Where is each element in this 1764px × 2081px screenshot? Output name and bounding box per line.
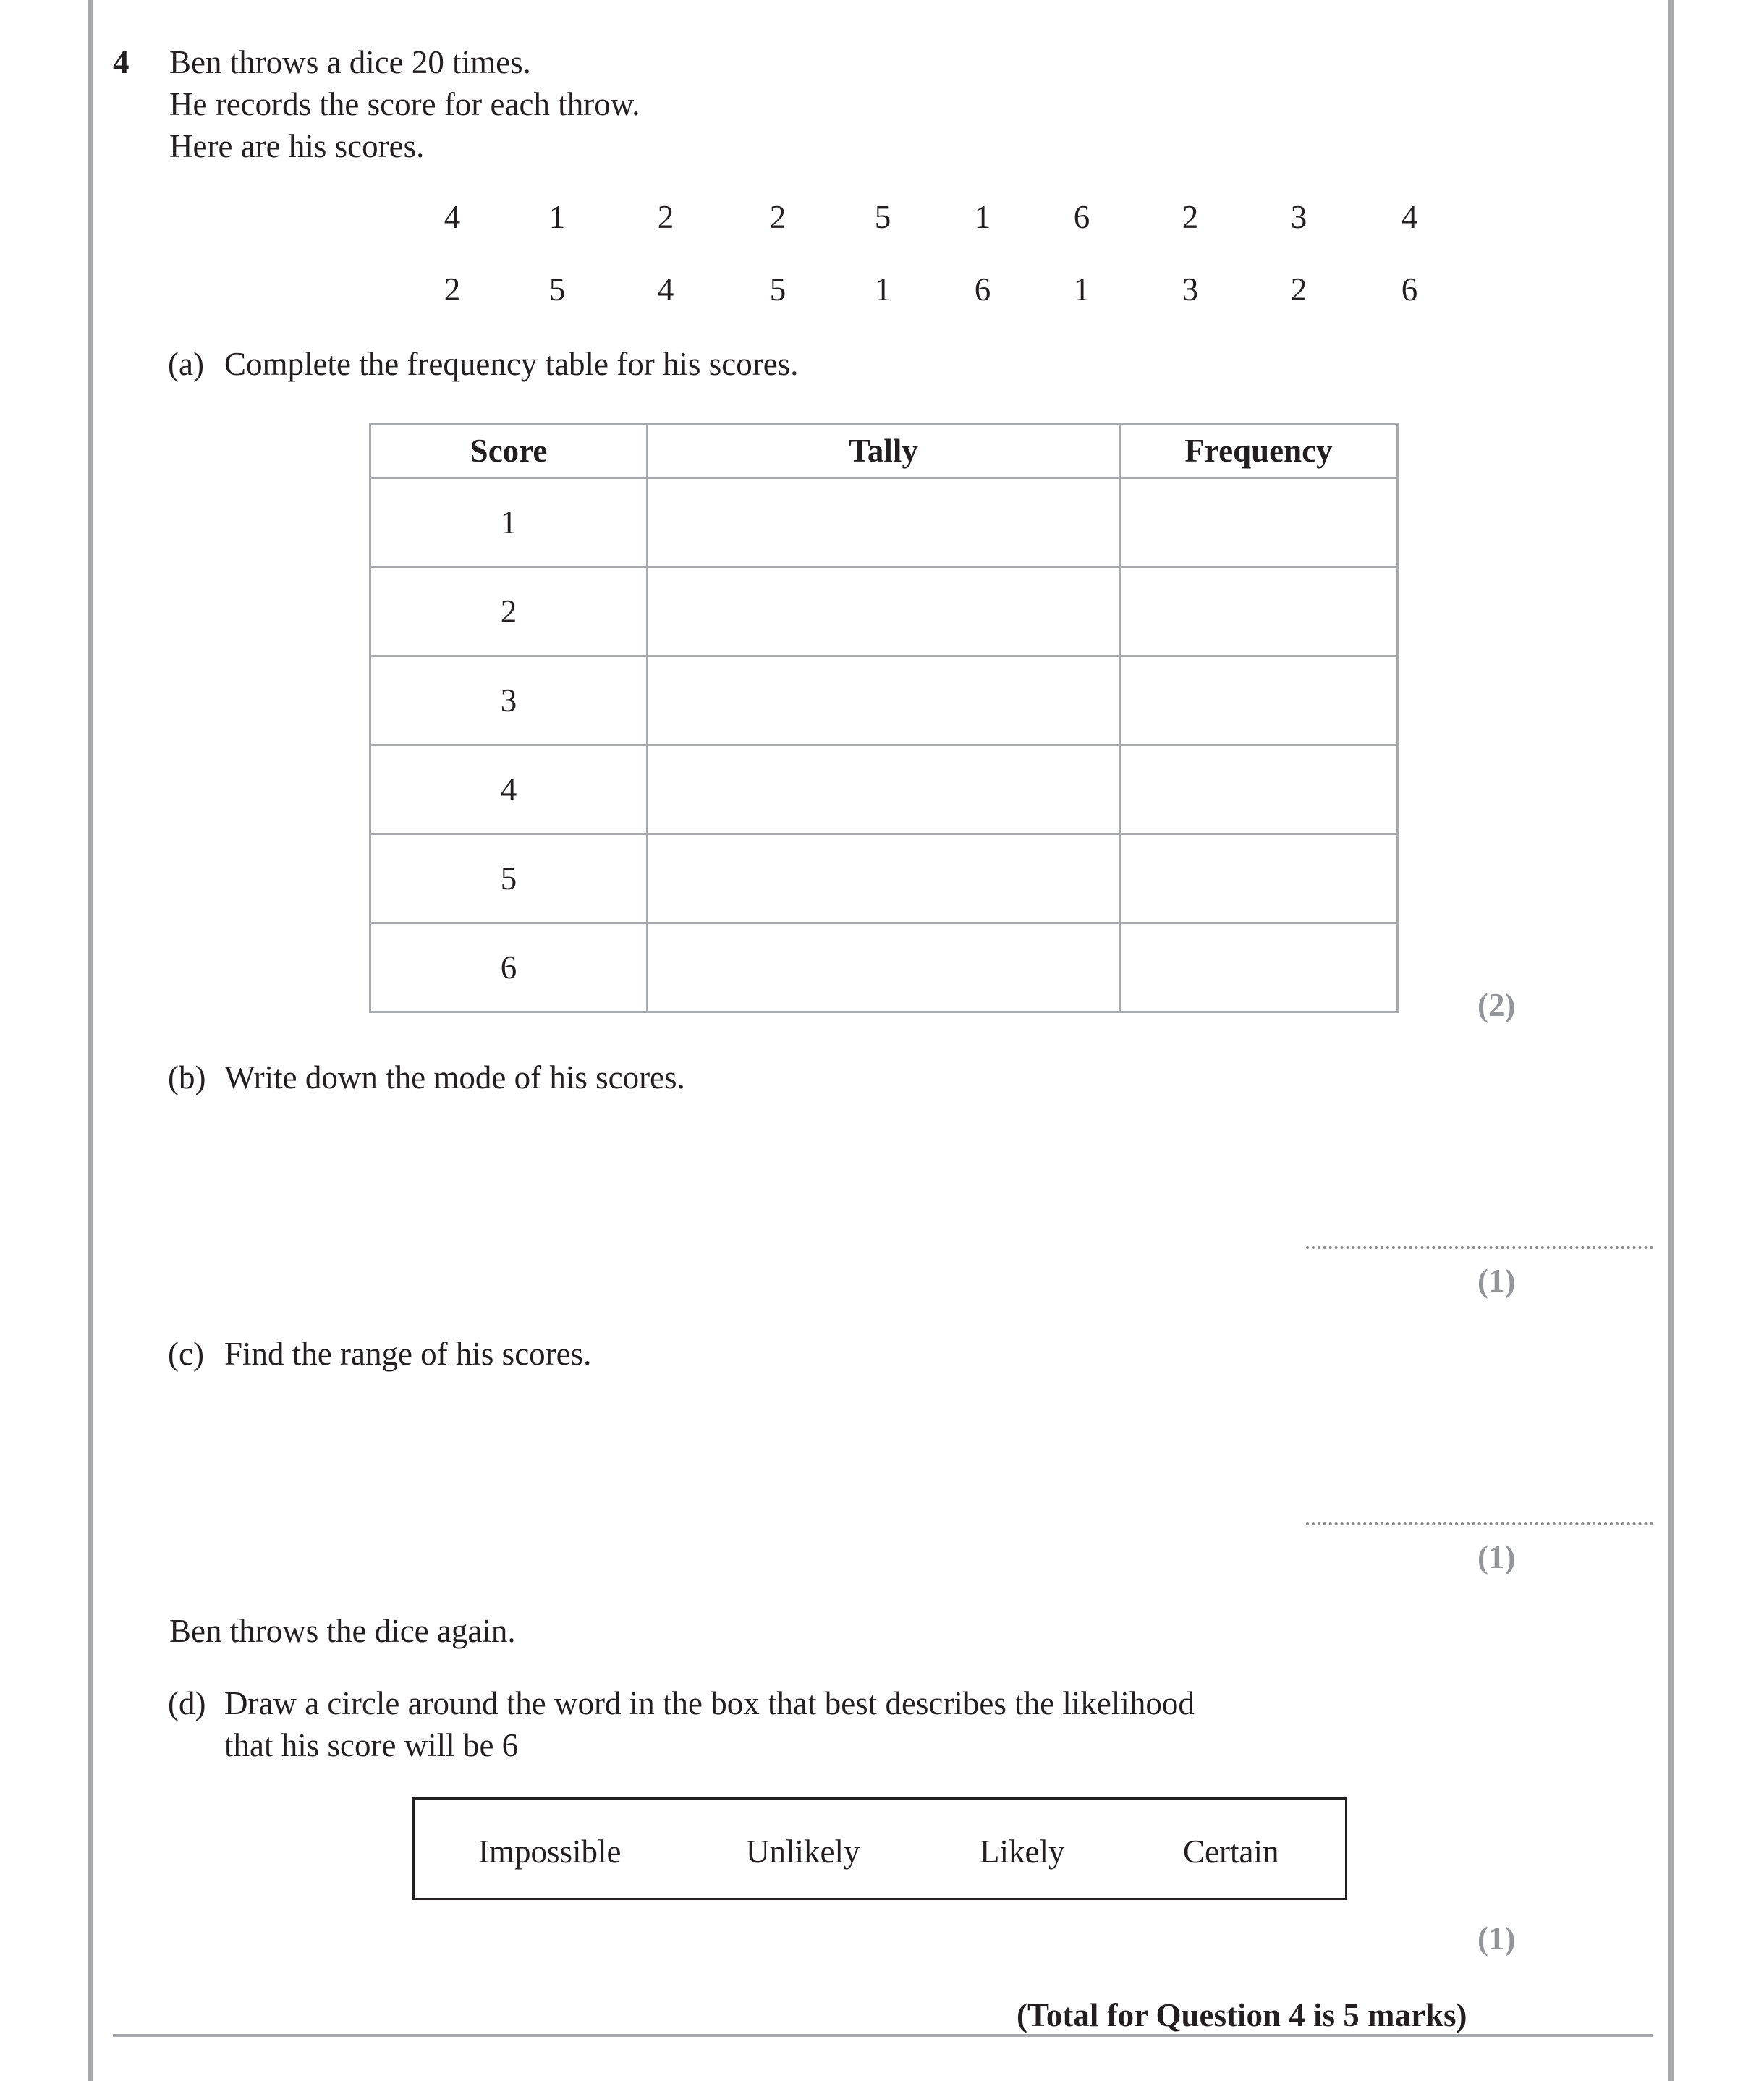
intro-line-1: Ben throws a dice 20 times.	[169, 44, 531, 80]
score-cell: 1	[370, 478, 648, 567]
score-value: 1	[874, 271, 891, 308]
score-value: 6	[1073, 199, 1090, 235]
table-header-row	[370, 424, 1398, 478]
score-value: 5	[874, 199, 891, 235]
part-b-marks: (1)	[1477, 1263, 1516, 1299]
tally-cell[interactable]	[648, 567, 1120, 656]
score-value: 2	[657, 199, 674, 235]
part-d-label: (d)	[168, 1685, 206, 1721]
score-value: 3	[1182, 271, 1199, 308]
score-value: 5	[548, 271, 566, 308]
frequency-cell[interactable]	[1120, 567, 1398, 656]
table-row	[370, 567, 1398, 656]
question-number: 4	[113, 44, 130, 80]
score-value: 2	[769, 199, 786, 235]
bottom-rule	[113, 2034, 1653, 2037]
score-value: 2	[1290, 271, 1307, 308]
score-value: 3	[1290, 199, 1307, 235]
score-cell: 5	[370, 834, 648, 923]
left-margin-line	[88, 0, 93, 2081]
part-a-text: Complete the frequency table for his scores.	[224, 346, 799, 382]
part-d-marks: (1)	[1477, 1920, 1516, 1957]
choice-likely[interactable]: Likely	[980, 1834, 1065, 1870]
score-value: 1	[1073, 271, 1090, 308]
table-row	[370, 656, 1398, 745]
part-c-text: Find the range of his scores.	[224, 1336, 592, 1372]
score-value: 2	[444, 271, 461, 308]
score-value: 4	[1401, 199, 1418, 235]
score-value: 5	[769, 271, 786, 308]
table-row	[370, 745, 1398, 834]
part-d-text-line-1: Draw a circle around the word in the box that best describes the likelihood	[224, 1685, 1195, 1721]
part-a-label: (a)	[168, 346, 204, 382]
frequency-table	[369, 423, 1399, 1013]
tally-cell[interactable]	[648, 478, 1120, 567]
tally-cell[interactable]	[648, 745, 1120, 834]
score-cell: 3	[370, 656, 648, 745]
question-total: (Total for Question 4 is 5 marks)	[1017, 1997, 1467, 2033]
choice-certain[interactable]: Certain	[1183, 1834, 1279, 1870]
likelihood-choice-box	[412, 1797, 1347, 1900]
table-row	[370, 478, 1398, 567]
frequency-cell[interactable]	[1120, 834, 1398, 923]
again-text: Ben throws the dice again.	[169, 1613, 516, 1649]
score-value: 4	[444, 199, 461, 235]
score-cell: 6	[370, 923, 648, 1012]
header-score: Score	[370, 424, 648, 478]
tally-cell[interactable]	[648, 923, 1120, 1012]
score-value: 1	[548, 199, 566, 235]
tally-cell[interactable]	[648, 834, 1120, 923]
header-frequency: Frequency	[1120, 424, 1398, 478]
header-tally: Tally	[648, 424, 1120, 478]
intro-line-2: He records the score for each throw.	[169, 86, 640, 122]
table-row	[370, 923, 1398, 1012]
score-cell: 2	[370, 567, 648, 656]
frequency-cell[interactable]	[1120, 923, 1398, 1012]
scores-row-2	[405, 268, 1462, 311]
part-c-marks: (1)	[1477, 1539, 1516, 1575]
frequency-cell[interactable]	[1120, 656, 1398, 745]
part-b-label: (b)	[168, 1059, 206, 1095]
frequency-cell[interactable]	[1120, 745, 1398, 834]
frequency-cell[interactable]	[1120, 478, 1398, 567]
part-a-marks: (2)	[1477, 987, 1516, 1023]
right-margin-line	[1668, 0, 1674, 2081]
score-value: 6	[1401, 271, 1418, 308]
choice-impossible[interactable]: Impossible	[478, 1834, 622, 1870]
tally-cell[interactable]	[648, 656, 1120, 745]
scores-row-1	[405, 195, 1462, 239]
part-c-label: (c)	[168, 1336, 204, 1372]
score-value: 2	[1182, 199, 1199, 235]
part-d-text-line-2: that his score will be 6	[224, 1727, 519, 1763]
choice-unlikely[interactable]: Unlikely	[746, 1834, 860, 1870]
score-cell: 4	[370, 745, 648, 834]
part-c-answer-line[interactable]	[1306, 1522, 1653, 1525]
table-row	[370, 834, 1398, 923]
score-value: 1	[974, 199, 991, 235]
score-value: 4	[657, 271, 674, 308]
part-b-text: Write down the mode of his scores.	[224, 1059, 685, 1095]
score-value: 6	[974, 271, 991, 308]
part-b-answer-line[interactable]	[1306, 1246, 1653, 1249]
intro-line-3: Here are his scores.	[169, 128, 425, 164]
